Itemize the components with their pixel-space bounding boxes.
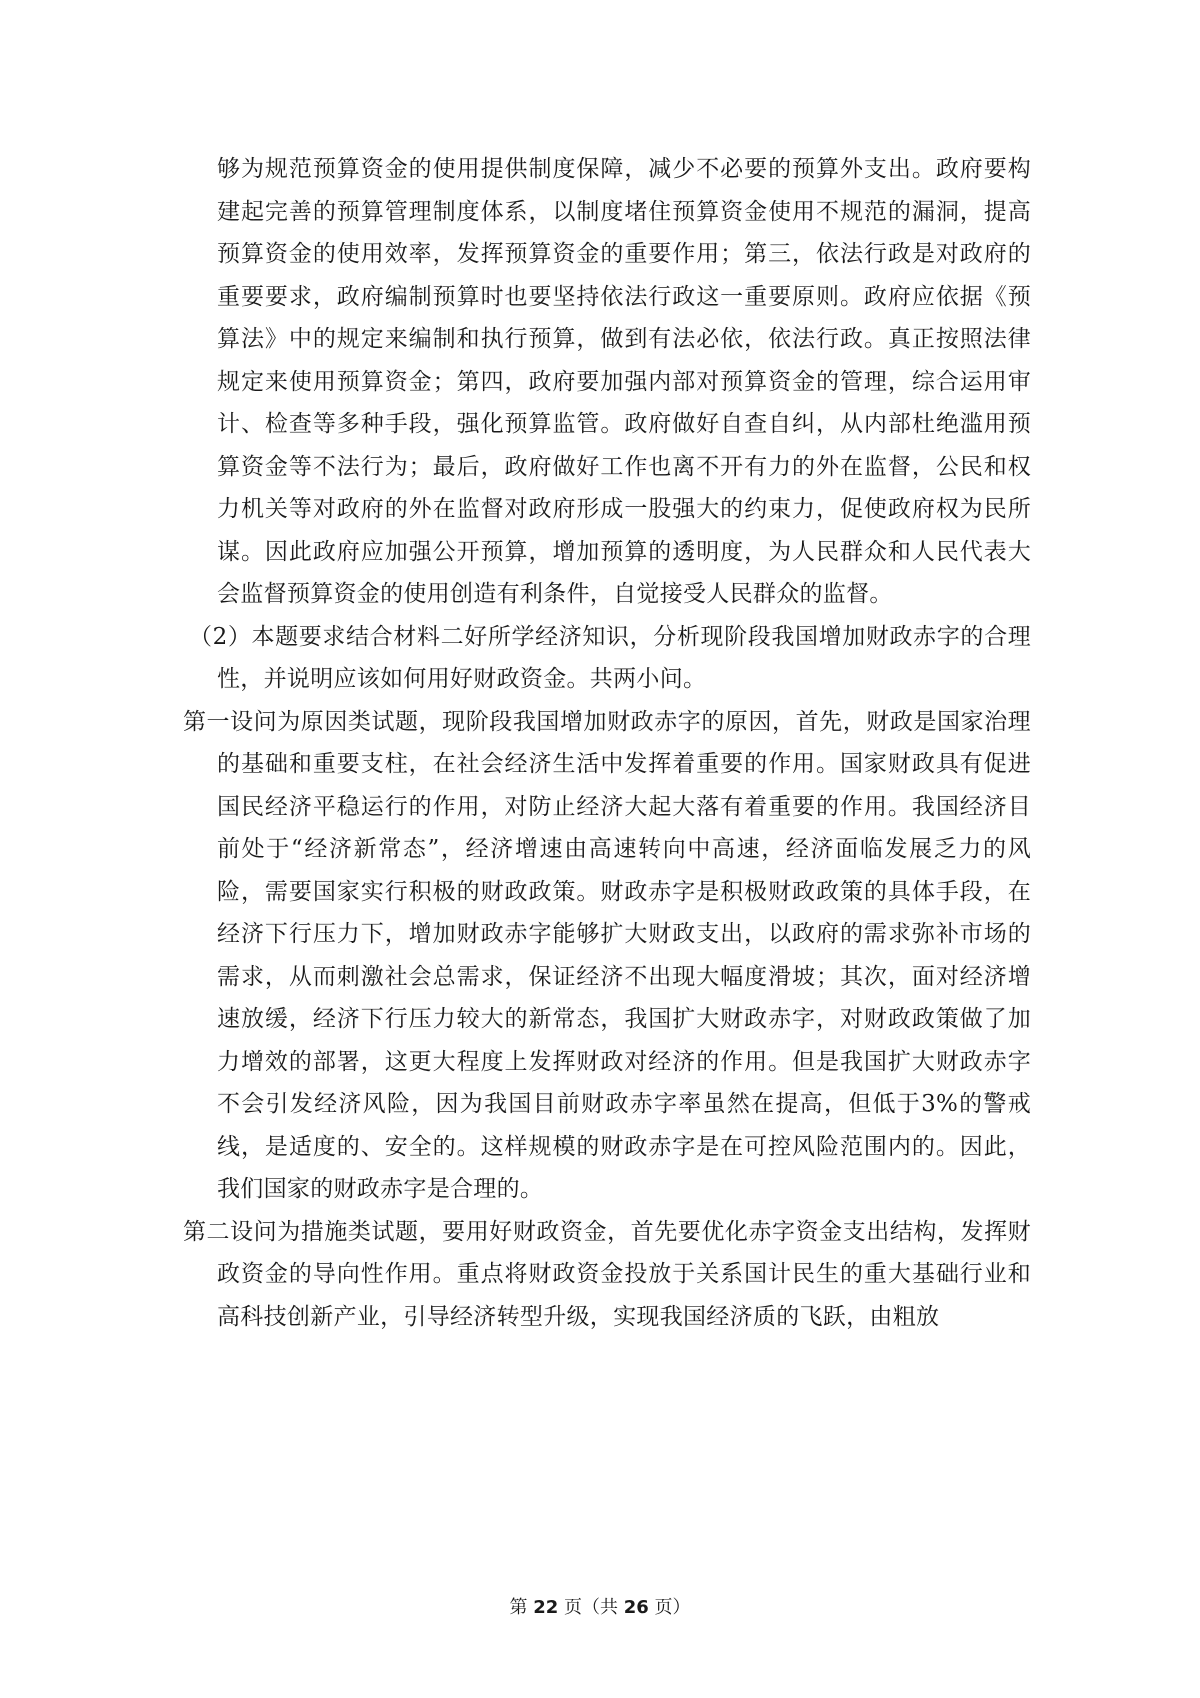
footer-total-pages: 26 bbox=[623, 1597, 649, 1618]
document-body bbox=[183, 148, 1031, 1338]
page-footer bbox=[0, 1596, 1200, 1620]
footer-suffix: 页） bbox=[654, 1597, 691, 1618]
footer-page-number: 22 bbox=[533, 1597, 559, 1618]
footer-prefix: 第 bbox=[509, 1597, 528, 1618]
footer-middle: 页（共 bbox=[564, 1597, 618, 1618]
paragraph-second-subquestion: 第二设问为措施类试题，要用好财政资金，首先要优化赤字资金支出结构，发挥财政资金的导向性作用。重点将财政资金投放于关系国计民生的重大基础行业和高科技创新产业，引导经济转型升级，实现我国经济质的飞跃，由粗放 bbox=[183, 1218, 1031, 1330]
paragraph-continued: 够为规范预算资金的使用提供制度保障，减少不必要的预算外支出。政府要构建起完善的预算管理制度体系，以制度堵住预算资金使用不规范的漏洞，提高预算资金的使用效率，发挥预算资金的重要作用；第三，依法行政是对政府的重要要求，政府编制预算时也要坚持依法行政这一重要原则。政府应依据《预算法》中的规定来编制和执行预算，做到有法必依，依法行政。真正按照法律规定来使用预算资金；第四，政府要加强内部对预算资金的管理，综合运用审计、检查等多种手段，强化预算监管。政府做好自查自纠，从内部杜绝滥用预算资金等不法行为；最后，政府做好工作也离不开有力的外在监督，公民和权力机关等对政府的外在监督对政府形成一股强大的约束力，促使政府权为民所谋。因此政府应加强公开预算，增加预算的透明度，为人民群众和人民代表大会监督预算资金的使用创造有利条件，自觉接受人民群众的监督。 bbox=[217, 156, 1031, 607]
paragraph-first-subquestion: 第一设问为原因类试题，现阶段我国增加财政赤字的原因，首先，财政是国家治理的基础和重要支柱，在社会经济生活中发挥着重要的作用。国家财政具有促进国民经济平稳运行的作用，对防止经济大起大落有着重要的作用。我国经济目前处于“经济新常态”，经济增速由高速转向中高速，经济面临发展乏力的风险，需要国家实行积极的财政政策。财政赤字是积极财政政策的具体手段，在经济下行压力下，增加财政赤字能够扩大财政支出，以政府的需求弥补市场的需求，从而刺激社会总需求，保证经济不出现大幅度滑坡；其次，面对经济增速放缓，经济下行压力较大的新常态，我国扩大财政赤字，对财政政策做了加力增效的部署，这更大程度上发挥财政对经济的作用。但是我国扩大财政赤字不会引发经济风险，因为我国目前财政赤字率虽然在提高，但低于3%的警戒线，是适度的、安全的。这样规模的财政赤字是在可控风险范围内的。因此，我们国家的财政赤字是合理的。 bbox=[183, 708, 1031, 1202]
paragraph-question-2: （2）本题要求结合材料二好所学经济知识，分析现阶段我国增加财政赤字的合理性，并说明应该如何用好财政资金。共两小问。 bbox=[189, 623, 1031, 692]
